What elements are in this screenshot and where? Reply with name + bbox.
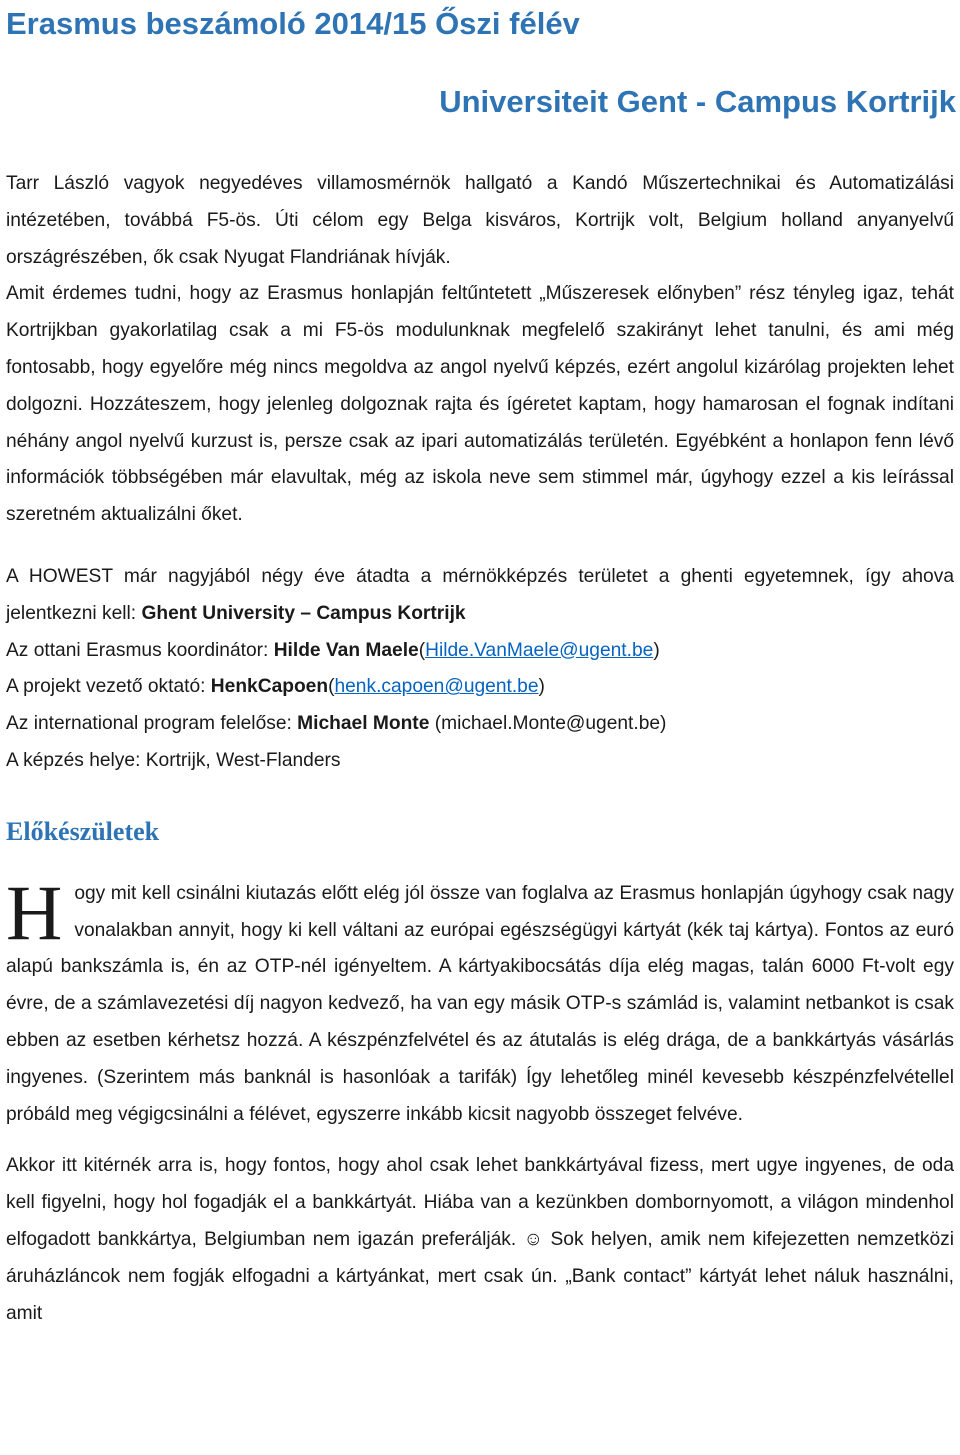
international-name: Michael Monte — [297, 713, 430, 735]
section-heading-preparations: Előkészületek — [6, 816, 160, 846]
document-subtitle: Universiteit Gent - Campus Kortrijk — [439, 84, 956, 119]
contacts-block — [6, 559, 954, 780]
international-email: (michael.Monte@ugent.be) — [429, 713, 667, 735]
howest-line: A HOWEST már nagyjából négy éve átadta a mérnökképzés területet a ghenti egyetemnek, így ahova jelentkezni kell: Ghent University – Campus Kortrijk — [6, 565, 954, 624]
intro-paragraph: Tarr László vagyok negyedéves villamosmérnök hallgató a Kandó Műszertechnikai és Automatizálási intézetében, továbbá F5-ös. Úti célom egy Belga kisváros, Kortrijk volt, Belgium holland anyanyelvű országrészében, ők csak Nyugat Flandriának hívják. — [6, 173, 954, 268]
coordinator-email-link[interactable]: Hilde.VanMaele@ugent.be — [425, 639, 654, 661]
location-line: A képzés helye: Kortrijk, West-Flanders — [6, 749, 341, 771]
supervisor-line: A projekt vezető oktató: HenkCapoen(henk.capoen@ugent.be) — [6, 676, 545, 698]
drop-cap: H — [6, 868, 63, 956]
coordinator-name: Hilde Van Maele — [273, 639, 419, 661]
bank-card-paragraph: Akkor itt kitérnék arra is, hogy fontos, hogy ahol csak lehet bankkártyával fizess, mert ugye ingyenes, de oda kell figyelni, hogy hol fogadják el a bankkártyát. Hiába van a kezünkben dombornyomott, a világon mindenhol elfogadott bankkártya, Belgiumban nem igazán preferálják. ☺ Sok helyen, amik nem kifejezetten nemzetközi áruházláncok nem fogják elfogadni a kártyánkat, mert csak ún. „Bank contact” kártyát lehet náluk használni, amit — [6, 1155, 954, 1324]
supervisor-email-link[interactable]: henk.capoen@ugent.be — [334, 676, 539, 698]
supervisor-name: HenkCapoen — [210, 676, 329, 698]
about-paragraph: Amit érdemes tudni, hogy az Erasmus honlapján feltűntetett „Műszeresek előnyben” rész tényleg igaz, tehát Kortrijkban gyakorlatilag csak a mi F5-ös modulunknak megfelelő szakirányt lehet tanulni, és ami még fontosabb, hogy egyelőre még nincs megoldva az angol nyelvű képzés, ezért angolul kizárólag projekten lehet dolgozni. Hozzáteszem, hogy jelenleg dolgoznak rajta és ígéretet kaptam, hogy hamarosan el fognak indítani néhány angol nyelvű kurzust is, persze csak az ipari automatizálás területén. Egyébként a honlapon fenn lévő információk többségében már elavultak, még az iskola neve sem stimmel már, úgyhogy ezzel a kis leírással szeretném aktualizálni őket. — [6, 283, 954, 526]
international-line: Az international program felelőse: Michael Monte (michael.Monte@ugent.be) — [6, 713, 667, 735]
document-title: Erasmus beszámoló 2014/15 Őszi félév — [6, 6, 580, 41]
document-body — [6, 166, 954, 1332]
preparation-paragraph: Hogy mit kell csinálni kiutazás előtt elég jól össze van foglalva az Erasmus honlapján úgyhogy csak nagy vonalakban annyit, hogy ki kell váltani az európai egészségügyi kártyát (kék taj kártya). Fontos az euró alapú bankszámla is, én az OTP-nél igényeltem. A kártyakibocsátás díja elég magas, talán 6000 Ft-volt egy évre, de a számlavezetési díj nagyon kedvező, ha van egy másik OTP-s számlád is, valamint netbankot is csak ebben az esetben kérhetsz hozzá. A készpénzfelvétel és az átutalás is elég drága, de a bankkártyás vásárlás ingyenes. (Szerintem más banknál is hasonlóak a tarifák) Így lehetőleg minél kevesebb készpénzfelvétellel próbáld meg végigcsinálni a félévet, egyszerre inkább kicsit nagyobb összeget felvéve. — [6, 868, 954, 1125]
university-name: Ghent University – Campus Kortrijk — [141, 602, 466, 624]
coordinator-line: Az ottani Erasmus koordinátor: Hilde Van Maele(Hilde.VanMaele@ugent.be) — [6, 639, 660, 661]
